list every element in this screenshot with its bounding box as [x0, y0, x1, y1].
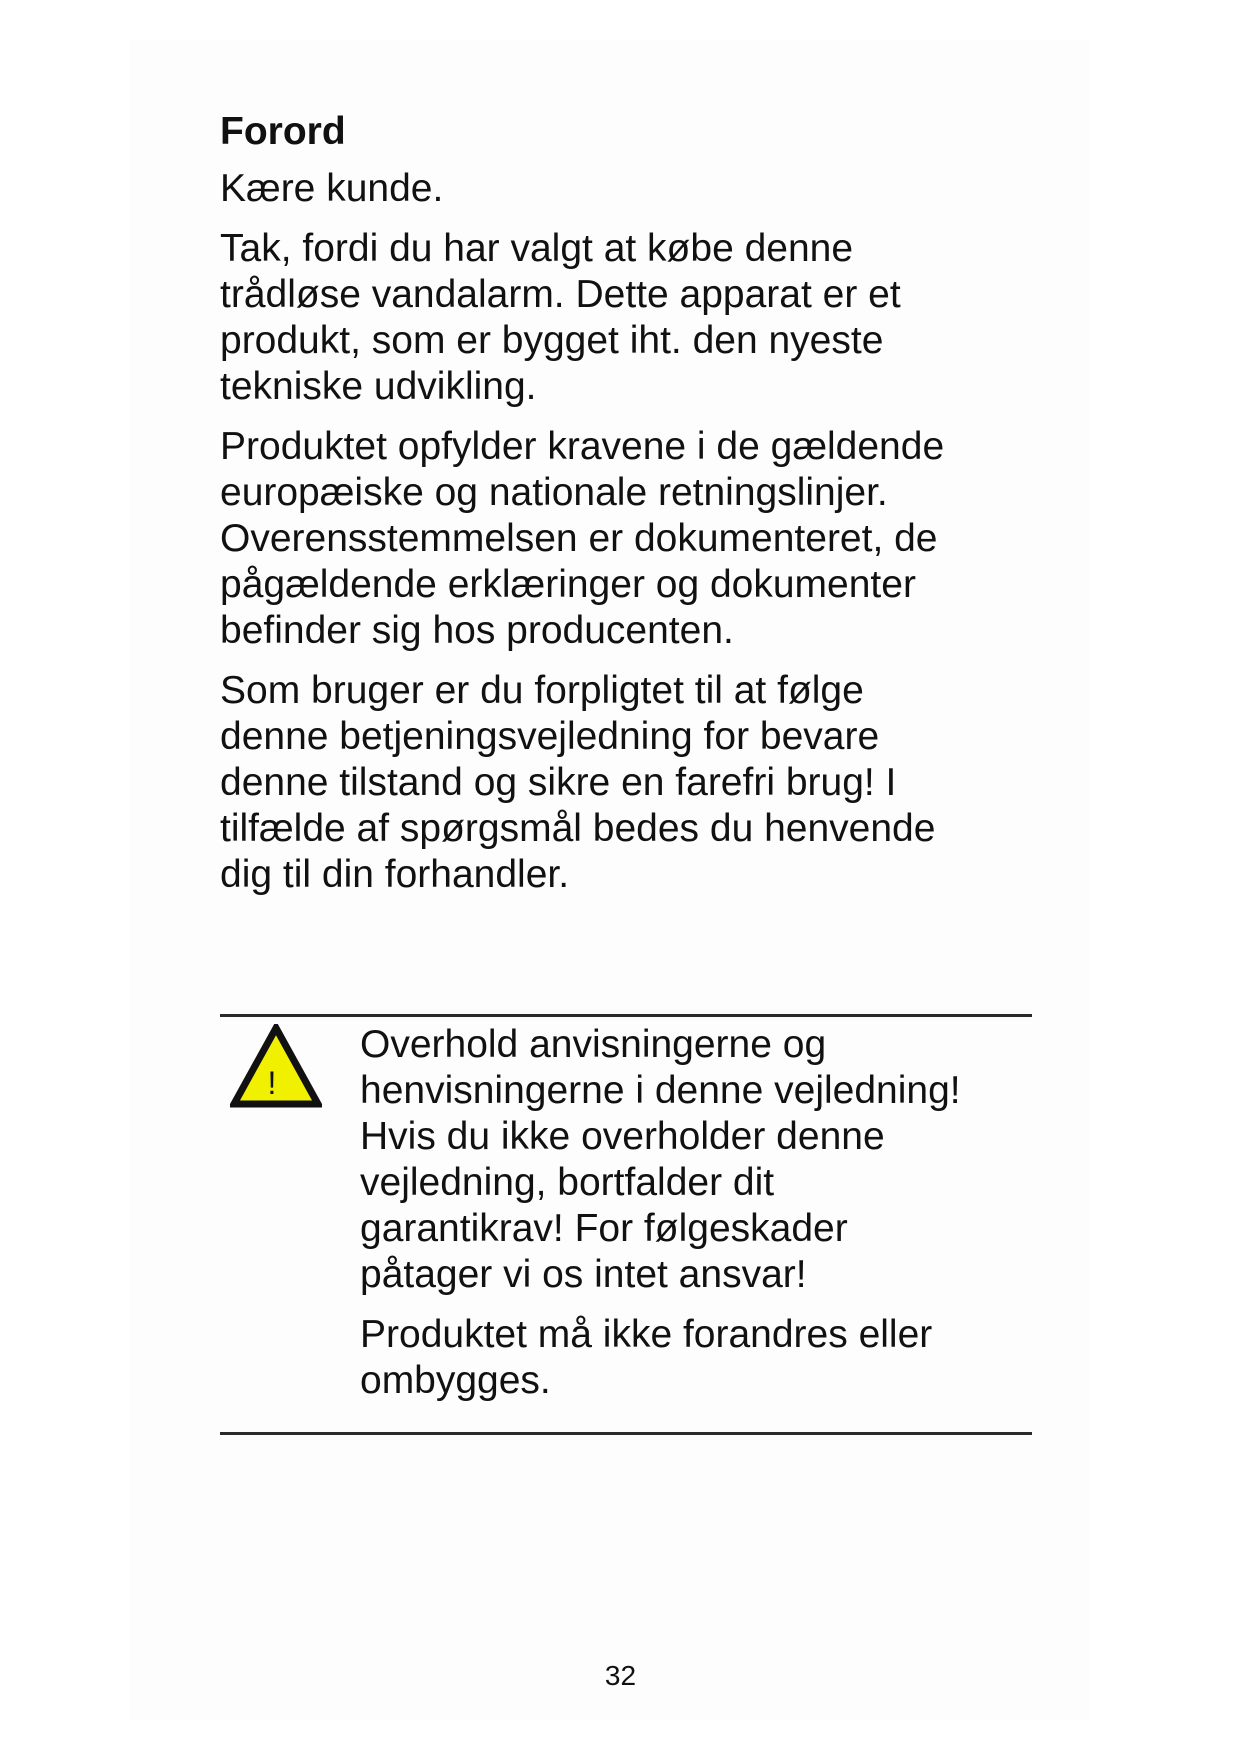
- text-line: europæiske og nationale retningslinjer.: [220, 471, 888, 514]
- warning-triangle-icon: [230, 1024, 322, 1108]
- warning-paragraph-modification: [360, 1312, 1030, 1404]
- paragraph-intro: [220, 226, 1040, 410]
- text-line: produkt, som er bygget iht. den nyeste: [220, 319, 884, 362]
- text-line: dig til din forhandler.: [220, 853, 570, 896]
- text-line: Produktet må ikke forandres eller: [360, 1313, 933, 1356]
- text-line: ombygges.: [360, 1359, 551, 1402]
- text-line: trådløse vandalarm. Dette apparat er et: [220, 273, 901, 316]
- text-line: Overensstemmelsen er dokumenteret, de: [220, 517, 938, 560]
- text-line: henvisningerne i denne vejledning!: [360, 1069, 961, 1112]
- page-title: Forord: [220, 110, 346, 153]
- text-line: denne tilstand og sikre en farefri brug! I: [220, 761, 897, 804]
- warning-exclamation: !: [267, 1065, 277, 1101]
- text-line: Som bruger er du forpligtet til at følge: [220, 669, 864, 712]
- text-line: tekniske udvikling.: [220, 365, 537, 408]
- paragraph-user-obligation: [220, 668, 1040, 898]
- text-line: garantikrav! For følgeskader: [360, 1207, 848, 1250]
- foreword-section: [220, 108, 1040, 912]
- text-line: Tak, fordi du har valgt at købe denne: [220, 227, 854, 270]
- text-line: Hvis du ikke overholder denne: [360, 1115, 885, 1158]
- divider-bottom: [220, 1432, 1032, 1435]
- text-line: vejledning, bortfalder dit: [360, 1161, 775, 1204]
- divider-top: [220, 1014, 1032, 1017]
- page-number: 32: [604, 1660, 637, 1691]
- text-line: pågældende erklæringer og dokumenter: [220, 563, 916, 606]
- text-line: befinder sig hos producenten.: [220, 609, 734, 652]
- text-line: påtager vi os intet ansvar!: [360, 1253, 807, 1296]
- warning-box: [220, 1014, 1032, 1434]
- text-line: denne betjeningsvejledning for bevare: [220, 715, 880, 758]
- warning-paragraph-instructions: [360, 1022, 1030, 1298]
- paragraph-conformity: [220, 424, 1040, 654]
- greeting: Kære kunde.: [220, 167, 444, 210]
- text-line: Produktet opfylder kravene i de gældende: [220, 425, 945, 468]
- warning-text: [360, 1022, 1030, 1418]
- text-line: tilfælde af spørgsmål bedes du henvende: [220, 807, 936, 850]
- text-line: Overhold anvisningerne og: [360, 1023, 827, 1066]
